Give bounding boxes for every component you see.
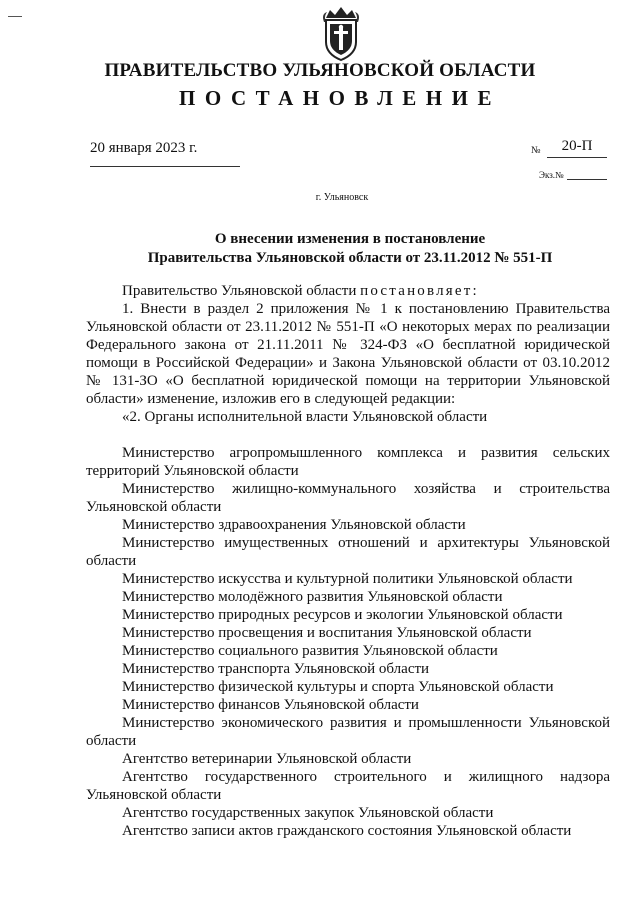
list-item: Агентство государственного строительного и жилищного надзора Ульяновской области [86, 769, 610, 803]
list-item: Министерство социального развития Ульяновской области [122, 643, 498, 659]
list-item: Министерство финансов Ульяновской области [122, 697, 419, 713]
intro-prefix: Правительство Ульяновской области [122, 283, 361, 299]
list-item: Агентство записи актов гражданского состояния Ульяновской области [122, 823, 572, 839]
document-number: 20-П [547, 138, 607, 158]
corner-mark [8, 16, 22, 17]
intro-resolves: постановляет: [360, 283, 479, 299]
intro-line [86, 282, 610, 300]
list-item: Агентство государственных закупок Ульяновской области [122, 805, 494, 821]
list-item: Министерство жилищно-коммунального хозяйства и строительства Ульяновской области [86, 481, 610, 515]
copy-number-label: Экз.№ [539, 170, 564, 180]
section-heading: «2. Органы исполнительной власти Ульяновской области [122, 409, 488, 425]
list-item: Агентство ветеринарии Ульяновской области [122, 751, 412, 767]
list-item: Министерство искусства и культурной политики Ульяновской области [122, 571, 573, 587]
document-subject [0, 230, 640, 268]
subject-line-2: Правительства Ульяновской области от 23.11.2012 № 551-П [147, 250, 553, 266]
list-item: Министерство агропромышленного комплекса и развития сельских территорий Ульяновской области [86, 445, 610, 479]
spacer [86, 426, 610, 444]
list-item: Министерство экономического развития и промышленности Ульяновской области [86, 715, 610, 749]
bodies-list [86, 444, 610, 840]
list-item: Министерство физической культуры и спорта Ульяновской области [122, 679, 554, 695]
number-label: № [531, 145, 541, 156]
subject-line-1: О внесении изменения в постановление [214, 231, 486, 247]
government-title: ПРАВИТЕЛЬСТВО УЛЬЯНОВСКОЙ ОБЛАСТИ [104, 60, 536, 81]
document-body [86, 282, 610, 840]
list-item: Министерство просвещения и воспитания Ульяновской области [122, 625, 532, 641]
paragraph-1: 1. Внести в раздел 2 приложения № 1 к постановлению Правительства Ульяновской области от 23.11.2012 № 551-П «О некоторых мерах по реализации Федерального закона от 21.11.2011 № 324-ФЗ «О бесплатной юридической помощи в Российской Федерации» и Закона Ульяновской области от 03.10.2012 № 131-ЗО «О бесплатной юридической помощи на территории Ульяновской области» изменение, изложив его в следующей редакции: [86, 301, 610, 407]
city: г. Ульяновск [315, 192, 369, 203]
list-item: Министерство природных ресурсов и экологии Ульяновской области [122, 607, 563, 623]
list-item: Министерство транспорта Ульяновской области [122, 661, 430, 677]
list-item: Министерство имущественных отношений и архитектуры Ульяновской области [86, 535, 610, 569]
document-date: 20 января 2023 г. [90, 140, 240, 167]
document-type: ПОСТАНОВЛЕНИЕ [179, 86, 501, 110]
list-item: Министерство здравоохранения Ульяновской области [122, 517, 466, 533]
coat-of-arms-icon [318, 4, 364, 62]
copy-number-line [567, 179, 607, 180]
list-item: Министерство молодёжного развития Ульяновской области [122, 589, 503, 605]
